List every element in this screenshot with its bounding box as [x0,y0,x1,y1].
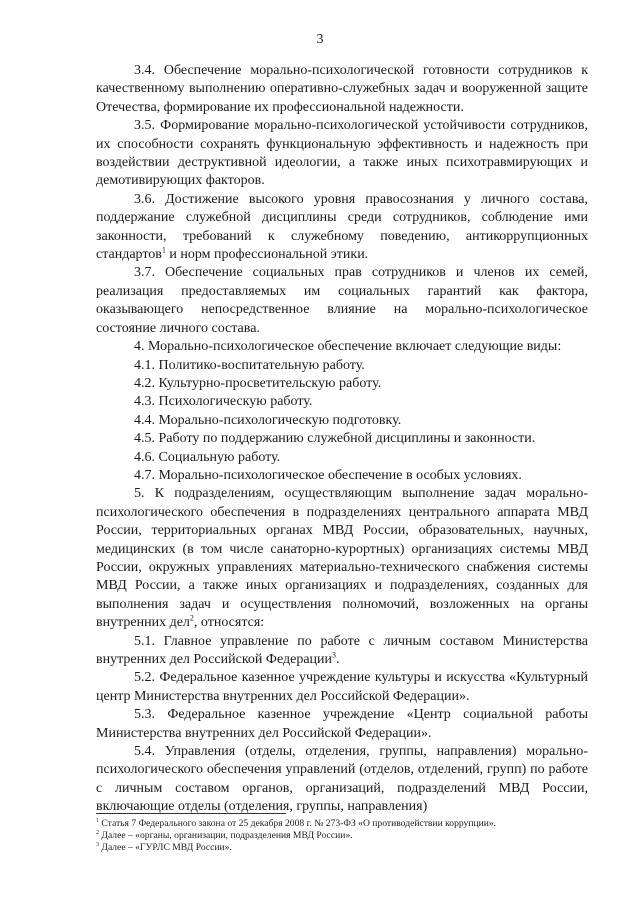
footnote-text: Далее – «органы, организации, подразделения МВД России». [99,830,353,842]
footnote-mark: 2 [96,830,99,837]
page-number: 3 [316,32,324,47]
list-item [96,393,588,411]
paragraph-text-continued: . [336,652,340,667]
paragraph-text: 3.4. Обеспечение морально-психологической готовности сотрудников к качественному выполнению оперативно-служебных задач и вооруженной защите Отечества, формирование их профессиональной надежности. [96,63,588,115]
list-item [96,449,588,467]
footnote-mark: 3 [96,842,99,849]
paragraph-text: 4.1. Политико-воспитательную работу. [134,357,365,373]
paragraph-text: 4.2. Культурно-просветительскую работу. [134,375,382,391]
paragraph-text-continued: , относятся: [193,615,265,631]
paragraph [96,191,588,265]
paragraph-text: 5.4. Управления (отделы, отделения, группы, направления) морально-психологического обеспечения управлений (отделов, отделений, групп) по работе с личным составом органов, организаций, подразделений МВД России, включающие отделы (отделения, группы, направления) [96,744,588,815]
footnote [96,842,588,854]
paragraph-text: 3.5. Формирование морально-психологической устойчивости сотрудников, их способности сохранять функциональную эффективность и надежность при воздействии деструктивной идеологии, а также иных психотравмирующих и демотивирующих факторов. [96,118,588,189]
paragraph-text: 4.7. Морально-психологическое обеспечение в особых условиях. [134,467,522,483]
list-item [96,412,588,430]
footnote-reference[interactable]: 2 [189,613,194,623]
paragraph [96,117,588,191]
list-item [96,467,588,485]
footnote [96,818,588,830]
paragraph-text-continued: и норм профессиональной этики. [165,247,369,263]
footnote-reference[interactable]: 3 [332,650,337,660]
paragraph [96,669,588,706]
list-item [96,430,588,448]
paragraph [96,633,588,670]
paragraph-text: 4.6. Социальную работу. [134,449,281,465]
paragraph-text: 5.1. Главное управление по работе с личным составом Министерства внутренних дел Российской Федерации [96,633,588,667]
paragraph-text: 4. Морально-психологическое обеспечение включает следующие виды: [134,339,562,355]
footnote-text: Статья 7 Федерального закона от 25 декабря 2008 г. № 273-ФЗ «О противодействии коррупции». [99,818,497,829]
paragraph [96,62,588,117]
paragraph [96,706,588,743]
footnote-mark: 1 [96,817,99,824]
footnote-separator [96,813,286,814]
list-item [96,375,588,393]
footnote-reference[interactable]: 1 [161,245,166,255]
paragraph [96,485,588,632]
paragraph-text: 4.5. Работу по поддержанию служебной дисциплины и законности. [134,431,536,447]
list-item [96,357,588,375]
paragraph-text: 4.4. Морально-психологическую подготовку. [134,412,402,428]
paragraph-text: 5.2. Федеральное казенное учреждение культуры и искусства «Культурный центр Министерства внутренних дел Российской Федерации». [96,670,588,704]
paragraph-text: 4.3. Психологическую работу. [134,394,313,410]
footnotes [96,818,588,855]
paragraph [96,264,588,338]
list-item [96,338,588,356]
paragraph-text: 5. К подразделениям, осуществляющим выполнение задач морально-психологического обеспечения в подразделениях центрального аппарата МВД России, территориальных органах МВД России, образовательных, научных, медицинских (в том числе санаторно-курортных) организациях системы МВД России, окружных управлениях материально-технического снабжения системы МВД России, а также иных организациях и подразделениях, созданных для выполнения задач и осуществления полномочий, возложенных на органы внутренних дел [96,486,588,631]
footnote-text: Далее – «ГУРЛС МВД России». [99,842,232,854]
paragraph-text: 5.3. Федеральное казенное учреждение «Центр социальной работы Министерства внутренних дел Российской Федерации». [96,707,588,741]
footnote [96,830,588,842]
document-body [96,62,588,817]
paragraph-text: 3.6. Достижение высокого уровня правосознания у личного состава, поддержание служебной дисциплины среди сотрудников, соблюдение ими законности, требований к служебному поведению, антикоррупционных стандартов [96,191,588,263]
paragraph [96,743,588,817]
paragraph-text: 3.7. Обеспечение социальных прав сотрудников и членов их семей, реализация предоставляемых им социальных гарантий как фактора, оказывающего непосредственное влияние на морально-психологическое состояние личного состава. [96,265,588,336]
